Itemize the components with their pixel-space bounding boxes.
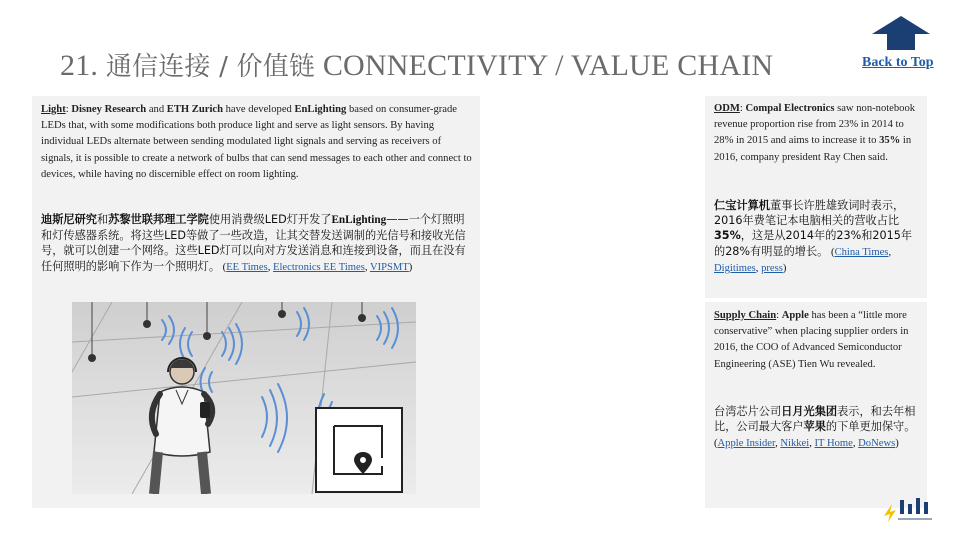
title-chinese: 通信连接 / 价值链 (105, 52, 316, 82)
rb-en-label: Supply Chain (714, 310, 777, 321)
rt-cn-paragraph (714, 198, 920, 276)
rb-en-company: Apple (781, 310, 809, 321)
left-cn-bold2: 苏黎世联邦理工学院 (108, 213, 209, 226)
left-en-product: EnLighting (294, 104, 347, 115)
left-en-org1: Disney Research (71, 104, 147, 115)
rt-cn-pct: 35% (714, 229, 741, 243)
left-en-mid: have developed (222, 104, 295, 115)
up-arrow-icon[interactable] (870, 14, 932, 52)
rt-cn-a: 董事长许胜雄致词时表示，2016年费笔记本电脑相关的营收占比 (714, 199, 905, 228)
left-cn-mid: 使用消费级LED灯开发了 (208, 213, 332, 226)
left-cn-paragraph (41, 212, 473, 275)
source-link[interactable]: press (761, 262, 783, 274)
rb-cn-bold1: 日月光集团 (781, 405, 838, 418)
right-bottom-panel (705, 302, 927, 508)
source-link[interactable]: Digitimes (714, 262, 756, 274)
rt-cn-b: ，这是从2014年的23%和2015年的28%有明显的增长。 (714, 229, 913, 258)
left-cn-bold1: 迪斯尼研究 (41, 213, 97, 226)
rt-en-pct: 35% (879, 135, 901, 147)
rb-sources: (Apple Insider, Nikkei, IT Home, DoNews) (714, 438, 899, 450)
rb-cn-paragraph (714, 404, 920, 452)
enlighting-illustration (72, 302, 416, 494)
rb-cn-a: 台湾芯片公司 (714, 405, 782, 418)
rt-en-paragraph: ODM: Compal Electronics saw non-notebook revenue proportion rise from 23% in 2014 to 28% in 2015 and aims to increase it to 35% in 2016, company president Ray Chen said. (714, 103, 916, 163)
rb-en-paragraph: Supply Chain: Apple has been a “little more conservative” when placing supplier orders in 2016, the COO of Advanced Semiconductor Engineering (ASE) Tien Wu revealed. (714, 310, 909, 370)
rb-cn-b: 表示，和去年相比，公司最大客户 (714, 405, 916, 434)
rt-cn-bold: 仁宝计算机 (714, 199, 770, 212)
source-link[interactable]: DoNews (858, 438, 896, 450)
left-en-org2: ETH Zurich (166, 104, 223, 115)
left-en-rest: based on consumer-grade LEDs that, with some modifications both produce light and serve as light sensors. By having individual LEDs alternate between sending modulated light signals and serving as receivers of signals, it is possible to create a network of bulbs that can send messages to each other and connect to devices, while having no discernible effect on room lighting. (41, 104, 472, 180)
left-sources: (EE Times, Electronics EE Times, VIPSMT) (220, 261, 413, 273)
source-link[interactable]: EE Times (226, 261, 268, 273)
brand-logo-icon (878, 494, 938, 524)
left-en-and: and (146, 104, 167, 115)
source-link[interactable]: Electronics EE Times (273, 261, 365, 273)
rb-en-rest: has been a “little more conservative” when placing supplier orders in 2016, the COO of Advanced Semiconductor Engineering (ASE) Tien Wu revealed. (714, 310, 909, 370)
phone-map-inset (316, 408, 402, 492)
title-number: 21. (60, 49, 99, 82)
source-link[interactable]: IT Home (814, 438, 853, 450)
source-link[interactable]: China Times (834, 246, 889, 258)
illustration-scene (72, 302, 416, 494)
source-link[interactable]: VIPSMT (369, 261, 409, 273)
left-cn-rest: ——一个灯照明和灯传感器系统。将这些LED等做了一些改造，让其交替发送调制的光信号和接收光信号，就可以创建一个网络。这些LED灯可以向对方发送消息和连接到设备，而且在没有任何照明的影响下作为一个照明灯。 (41, 213, 466, 273)
rb-cn-bold2: 苹果 (803, 420, 826, 434)
rt-en-company: Compal Electronics (745, 103, 835, 114)
back-to-top-link[interactable]: Back to Top (862, 55, 934, 70)
right-top-panel (705, 96, 927, 298)
source-link[interactable]: Nikkei (780, 438, 810, 450)
rt-en-label: ODM (714, 103, 740, 114)
left-cn-product: EnLighting (331, 214, 387, 226)
page-title (60, 46, 773, 83)
rt-en-a: saw non-notebook revenue proportion rise from 23% in 2014 to 28% in 2015 and aims to increase it to (714, 103, 916, 147)
source-link[interactable]: Apple Insider (717, 438, 776, 450)
rt-en-b: in 2016, company president Ray Chen said. (714, 135, 912, 163)
left-en-label: Light (41, 104, 66, 115)
left-en-paragraph: Light: Disney Research and ETH Zurich have developed EnLighting based on consumer-grade LEDs that, with some modifications both produce light and serve as light sensors. By having individual LEDs alternate between sending modulated light signals and serving as receivers of signals, it is possible to create a network of bulbs that can send messages to each other and connect to devices, while having no discernible effect on room lighting. (41, 104, 472, 180)
rt-sources: (China Times, Digitimes, press) (714, 246, 892, 274)
left-cn-and: 和 (96, 213, 109, 226)
title-english: CONNECTIVITY / VALUE CHAIN (322, 49, 774, 82)
rb-cn-c: 的下单更加保守。 (825, 420, 916, 434)
